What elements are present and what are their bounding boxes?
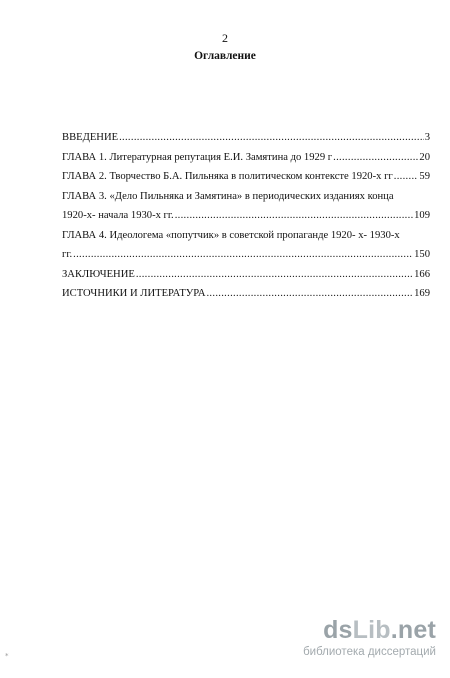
toc-entry-conclusion[interactable] xyxy=(62,265,430,285)
toc-entry-page: 150 xyxy=(414,249,430,260)
dot-leader xyxy=(119,128,424,148)
logo-part-ds: ds xyxy=(323,616,353,644)
toc-entry-introduction[interactable] xyxy=(62,128,430,148)
table-of-contents xyxy=(62,128,430,304)
toc-entry-title: ИСТОЧНИКИ И ЛИТЕРАТУРА xyxy=(62,288,206,299)
dot-leader xyxy=(73,245,413,265)
toc-entry-sources[interactable] xyxy=(62,284,430,304)
logo-part-lib: Lib xyxy=(352,616,391,644)
toc-entry-title: ГЛАВА 1. Литературная репутация Е.И. Замятина до 1929 г xyxy=(62,151,333,163)
logo-part-net: .net xyxy=(390,616,436,644)
toc-entry-title-line-1: ГЛАВА 4. Идеологема «попутчик» в советской пропаганде 1920- х- 1930-х xyxy=(62,229,400,241)
page-number: 2 xyxy=(222,31,228,45)
dot-leader xyxy=(136,265,413,285)
toc-entry-title: ЗАКЛЮЧЕНИЕ xyxy=(62,268,135,280)
dot-leader xyxy=(175,206,413,226)
toc-entry-title: ГЛАВА 2. Творчество Б.А. Пильняка в политическом контексте 1920-х гг xyxy=(62,171,393,182)
dot-leader xyxy=(394,167,419,187)
toc-entry-page: 169 xyxy=(414,288,430,299)
scan-mark: * xyxy=(5,652,9,660)
watermark-logo xyxy=(256,616,436,645)
toc-heading: Оглавление xyxy=(194,50,256,62)
toc-entry-chapter-3[interactable] xyxy=(62,187,430,226)
toc-entry-title-line-2: гг. xyxy=(62,249,73,260)
watermark-subtitle: библиотека диссертаций xyxy=(303,646,436,658)
toc-entry-page: 20 xyxy=(419,151,430,163)
watermark[interactable] xyxy=(256,616,436,668)
toc-entry-page: 109 xyxy=(414,210,430,221)
toc-entry-chapter-1[interactable] xyxy=(62,148,430,168)
toc-entry-page: 59 xyxy=(419,171,430,182)
toc-entry-title: ВВЕДЕНИЕ xyxy=(62,132,119,143)
toc-entry-chapter-4[interactable] xyxy=(62,226,430,265)
toc-entry-page: 3 xyxy=(424,132,430,143)
toc-entry-title-line-1: ГЛАВА 3. «Дело Пильняка и Замятина» в периодических изданиях конца xyxy=(62,190,394,202)
dot-leader xyxy=(333,148,418,168)
dot-leader xyxy=(206,284,413,304)
toc-entry-page: 166 xyxy=(414,268,430,280)
toc-entry-title-line-2: 1920-х- начала 1930-х гг. xyxy=(62,210,174,221)
toc-entry-chapter-2[interactable] xyxy=(62,167,430,187)
